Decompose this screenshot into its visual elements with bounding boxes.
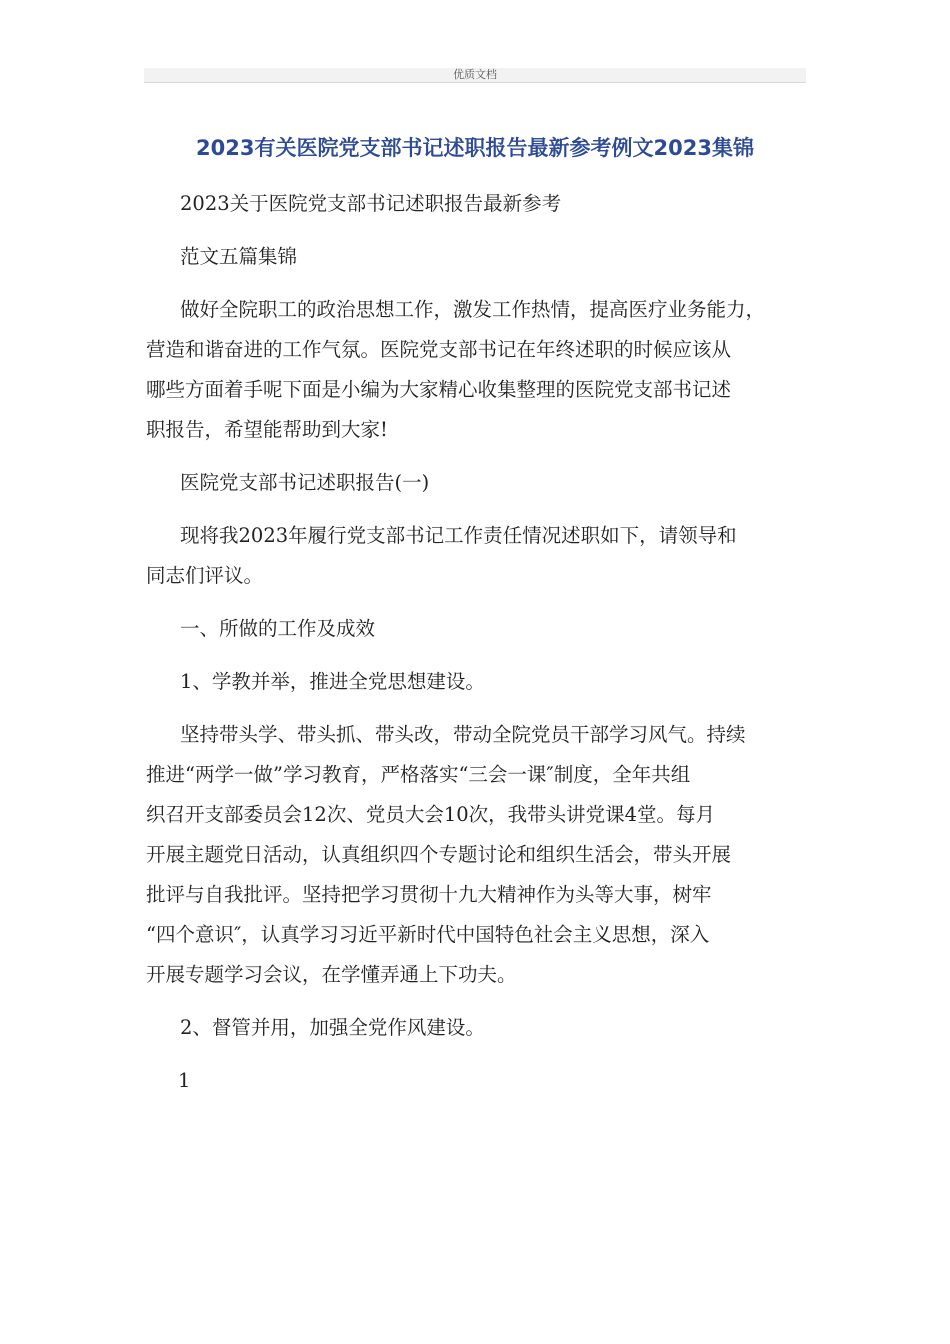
paragraph-line: 开展主题党日活动，认真组织四个专题讨论和组织生活会，带头开展: [146, 843, 732, 866]
paragraph: [146, 237, 806, 277]
paragraph-line: 批评与自我批评。坚持把学习贯彻十九大精神作为头等大事，树牢: [146, 883, 712, 906]
paragraph-line: 坚持带头学、带头抓、带头改，带动全院党员干部学习风气。持续: [180, 723, 746, 746]
paragraph-line: 医院党支部书记述职报告(一): [180, 471, 430, 494]
paragraph-line: 营造和谐奋进的工作气氛。医院党支部书记在年终述职的时候应该从: [146, 338, 732, 361]
paragraph-line: 2、督管并用，加强全党作风建设。: [180, 1016, 485, 1039]
paragraph-line: 一、所做的工作及成效: [180, 617, 376, 640]
paragraph: [146, 662, 806, 702]
paragraph-line: 1、学教并举，推进全党思想建设。: [180, 670, 485, 693]
paragraph: [146, 463, 806, 503]
paragraph-line: 范文五篇集锦: [180, 245, 298, 268]
paragraph: [146, 516, 806, 596]
header-label: 优质文档: [453, 68, 497, 81]
paragraph-line: 做好全院职工的政治思想工作，激发工作热情，提高医疗业务能力，: [180, 298, 766, 321]
paragraph-line: 同志们评议。: [146, 564, 264, 587]
paragraph-line: 织召开支部委员会12次、党员大会10次，我带头讲党课4堂。每月: [146, 803, 716, 826]
paragraph: [146, 290, 806, 450]
paragraph: [146, 715, 806, 995]
document-body: [146, 184, 806, 1061]
paragraph: [146, 184, 806, 224]
paragraph-line: 现将我2023年履行党支部书记工作责任情况述职如下，请领导和: [180, 524, 737, 547]
document-title: 2023有关医院党支部书记述职报告最新参考例文2023集锦: [196, 136, 754, 160]
paragraph-line: “四个意识″，认真学习习近平新时代中国特色社会主义思想，深入: [146, 923, 710, 946]
paragraph-line: 开展专题学习会议，在学懂弄通上下功夫。: [146, 963, 517, 986]
paragraph-line: 哪些方面着手呢下面是小编为大家精心收集整理的医院党支部书记述: [146, 378, 732, 401]
page-number: 1: [178, 1069, 191, 1092]
paragraph-line: 2023关于医院党支部书记述职报告最新参考: [180, 192, 562, 215]
paragraph-line: 推进“两学一做”学习教育，严格落实“三会一课″制度，全年共组: [146, 763, 691, 786]
paragraph: [146, 1008, 806, 1048]
paragraph-line: 职报告，希望能帮助到大家!: [146, 418, 388, 441]
paragraph: [146, 609, 806, 649]
page-header-bar: [144, 68, 806, 83]
